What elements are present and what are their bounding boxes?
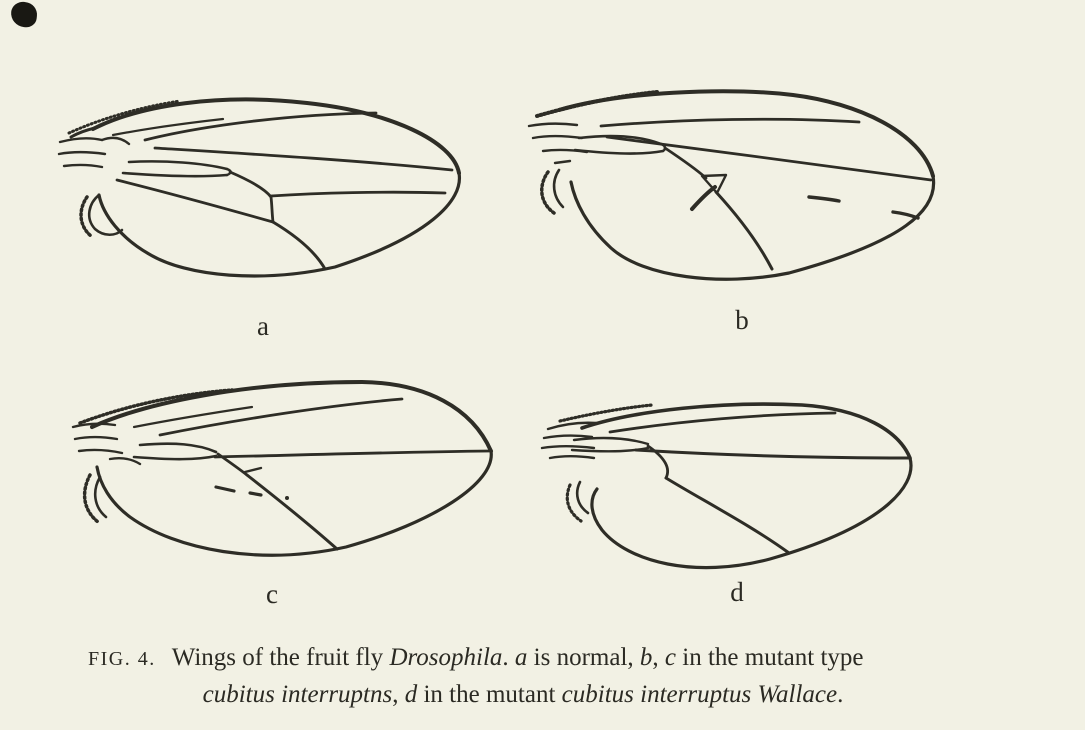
wing-c-illustration bbox=[70, 365, 495, 580]
wing-a-illustration bbox=[55, 85, 475, 305]
caption-panel-ref-c: c bbox=[664, 644, 677, 671]
wing-b-illustration bbox=[525, 80, 940, 295]
wing-d-drawing bbox=[520, 390, 915, 580]
panel-label-b: b bbox=[735, 305, 749, 335]
caption-text: . bbox=[837, 681, 844, 708]
caption-species-name: Drosophila bbox=[389, 644, 503, 671]
caption-panel-ref-d: d bbox=[404, 681, 418, 708]
wing-b-drawing bbox=[525, 80, 940, 295]
scan-artifact-mark bbox=[10, 1, 38, 29]
wing-d-illustration bbox=[520, 390, 915, 580]
wing-c-drawing bbox=[70, 365, 495, 580]
figure-caption bbox=[88, 640, 958, 713]
panel-label-a: a bbox=[257, 311, 269, 341]
wing-a-drawing bbox=[55, 85, 475, 305]
caption-text: is normal, bbox=[527, 644, 640, 671]
caption-text: in the mutant type bbox=[676, 644, 864, 671]
caption-text: , bbox=[392, 681, 405, 708]
caption-mutant-name-wallace: cubitus interruptus Wallace bbox=[561, 681, 838, 708]
caption-panel-ref-b: b bbox=[639, 644, 653, 671]
caption-mutant-name: cubitus interruptns bbox=[202, 681, 393, 708]
panel-label-c: c bbox=[266, 579, 278, 609]
caption-line-2 bbox=[88, 677, 958, 713]
caption-line-1 bbox=[88, 640, 958, 677]
caption-text: Wings of the fruit fly bbox=[171, 644, 390, 671]
figure-number-label: FIG. 4. bbox=[88, 648, 156, 670]
caption-text: in the mutant bbox=[417, 681, 562, 708]
caption-text: . bbox=[502, 644, 515, 671]
caption-panel-ref-a: a bbox=[514, 644, 528, 671]
panel-label-d: d bbox=[730, 577, 744, 607]
caption-text: , bbox=[652, 644, 665, 671]
